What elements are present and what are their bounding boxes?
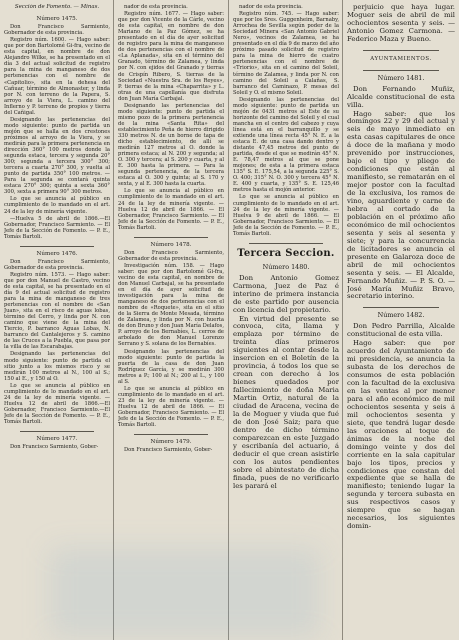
paragraph: Don Francisco Sarmiento, Gobernador de esta provincia. xyxy=(118,249,224,262)
paragraph: Registro núm. 1600. — Hago saber: que por don Bartolomé Gi-fra, vecino de esta capital, en nombre de don Alejandro Wilke, se ha presentado en el día 3 del actual solicitud de registro para la mina de manganeso de dos pertenencias con el nombre de «Capitolio», sita en la dehesa del Cañuar, término de Almonaster, y linda por N. con terreno de la Papera, S. arroyo de la Viera, L. camino del Inflerno y P. terreno de propios y tierra del Cañigal. xyxy=(4,37,110,116)
section-header: Sección de Fomento. — Minas. xyxy=(14,4,100,10)
paragraph: nador de esta provincia. xyxy=(239,4,303,10)
paragraph: perjuicio que haya lugar. Moguer seis de abril de mil ochocientos sesenta y seis. — Antonio Gomez Carmona. — Federico Maza y Bueno. xyxy=(347,4,455,43)
column-rule xyxy=(228,0,229,640)
paragraph: nador de esta provincia. xyxy=(124,4,188,10)
paragraph: Designando las pertenencias del modo siguiente: punto de partida la puerta de la casa de don Juan Rodríguez García, y se medirán 300 metros a P.; 100 al N.; 200 al L., y 100 al S. xyxy=(118,348,224,385)
separator-line xyxy=(134,237,208,238)
paragraph: Registro núm. 1573. — Hago saber: que por don Manuel de Castro, vecino de esta capital, se ha presentado en el día 9 del actual solicitud de registro para la mina de manganeso de tres pertenencias con el nombre de «San Juan», sita en el risco de aguas lobas, término del Cerro, y linda por N. con camino que viene de la mina del Tiercio, P. barranco Aguas Lobas, N. barranco del Cantalejeros y S. camino de las Cruces a la Puebla, que pasa por la villa de las Escarabajas. xyxy=(4,271,110,351)
separator-line xyxy=(20,431,94,432)
column-2 xyxy=(118,4,224,640)
paragraph: Designando las pertenencias del modo siguiente: punto de partida un mojón de 0431 metros al Este de su horizonte del camino del Soleil y el cual mancha en el centro del cabezo y cuya línea está en el barranquillo y se extiende una línea recta 45° N. E. a la estaca E. de una casa dando dentro y distante 47,45 metros del punto de partida, desde el que se medirán 45° N. E. 78,47 metros al que se pone mojones; de esta a la primera estaca 135° S. E. 175,54, a la segunda 225° S. O. 400; 315° N. O. 300 y tercera 45° N. E. 400 y cuarta, y 135° S. E. 125,46 metros hasta el mojón anterior. xyxy=(233,96,339,194)
paragraph: Don Francisco Sarmiento, Gobernador de esta provincia. xyxy=(4,258,110,271)
paragraph: Don Pedro Parrilla, Alcalde constitucional de esta villa. xyxy=(347,322,455,339)
paragraph: Don Francisco Sarmiento, Gober- xyxy=(10,444,99,451)
notice-number: Número 1479. xyxy=(150,439,192,446)
section-ayuntamientos: AYUNTAMIENTOS. xyxy=(370,55,432,62)
paragraph: Designando las pertenencias del modo siguiente: punto de partida el sitio junto a los mismos risco y se medirán 100 metros al N., 100 al S.; 150 al E., y 150 al O. xyxy=(4,351,110,382)
notice-number: Número 1481. xyxy=(377,73,425,82)
column-1-body xyxy=(4,16,110,450)
separator-line xyxy=(134,434,208,435)
notice-number: Número 1475. xyxy=(36,16,78,23)
column-3 xyxy=(233,4,339,640)
section-title: Tercera Seccion. xyxy=(237,247,335,259)
column-1 xyxy=(4,4,110,640)
column-4-body xyxy=(347,75,455,531)
paragraph: Designando las pertenencias del modo siguiente: punto de partida el mismo pozo de la primera pertenencia de la mina «Santa Rita» del establecimiento Peña de hierro dirigido 330 metros N. de un borne de tapa de dicho establecimiento, de allí se medirán 127 metros al O. donde la primera estaca; al N. 200 y segunda; al O. 300 y tercera; al S. 200 y cuarta, y al E. 300 hasta la primera. — Para la segunda pertenencia, de la tercera estaca al O. 300 y quinta; al S. 170 y sexta, y al E. 300 hasta la cuarta. xyxy=(118,102,224,188)
paragraph: Lo que se anuncia al público en cumplimiento de lo mandado en el art. 24 de la ley de minería vigente. —Huelva 12 de abril de 1866. — El Gobernador, Francisco Sarmiento. — El Jefe de la Sección de Fomento. — P. E., Tomás Bartoli. xyxy=(118,188,224,231)
paragraph: Don Francisco Sarmiento, Gobernador de esta provincia. xyxy=(4,24,110,37)
separator-line xyxy=(363,50,439,51)
notice-number: Número 1482. xyxy=(377,311,425,320)
paragraph: Registro núm. 745. — Hago saber: que por los Sres. Guggenheim, Barnaby, Arrochea de Sevilla según poder de la Sociedad Minera «San Antonio Gabriel Nero», vecinos de Zalamea, se ha presentado en el día 9 de marzo del año próximo pasado solicitud de registro para la mina de hierro de cuatro pertenencias con el nombre de «Triorio», sita en el camino del Soleil, término de Zalamea, y linda por N. con camino del Soleil a Calañas, S. barranco del Caminazo, P. mesas del Soleil y O. el mismo Soleil. xyxy=(233,11,339,96)
separator-line xyxy=(20,246,94,247)
column-3-notice xyxy=(233,275,339,491)
column-rule xyxy=(113,0,114,640)
paragraph: Registro núm. 1677. — Hago saber: que por don Vicente de la Cárle, vecino de esta capital, en nombre de don Mariano de la Paz Gómez, se ha presentado en el día de ayer solicitud de registro para la mina de manganeso de dos pertenencias con el nombre de «La Aplanada», sita en el término del Granado, término de Zalamea, y linda por N. con ejidos del Granado y tierras de Crispín Ribero, S. tierras de la Sociedad «Nuestra Sra. de los Reyes», P. tierras de la mina «Chaparrita» y L. otras de una capellanía que disfruta don Juan María Carbajal. xyxy=(118,11,224,102)
paragraph: Don Fernando Muñiz, Alcalde constitucional de esta villa. xyxy=(347,84,455,109)
separator-line xyxy=(363,70,439,71)
paragraph: Don Francisco Sarmiento, Gober- xyxy=(124,447,213,454)
paragraph: Designando las pertenencias del modo siguiente: punto de partida un mojón que se halla en dos crestones próximos al arroyo de la Viera, y se medirán para la primera pertenencia en dirección 360° 100 metros donde la segunda estaca, tercera y segunda 20° 300; segunda a tercera 300° 300; tercera a cuarta 270° 300, y vuelta al punto de partida 350° 100 metros. — Para la segunda se contará quinta estaca 270° 300; quinta a sexta 360° 300, sexta a primera 90° 300 metros. xyxy=(4,116,110,196)
notice-number: Número 1478. xyxy=(150,241,192,248)
paragraph: Hago saber: que los domingos 22 y 29 del actual y seis de mayo inmediato en esta casas capitulares de once á doce de la mañana y modo prevenido por instrucciones, bajo el tipo y pliego de condiciones que están al manifiesto, se rematarán en el mejor postor con la facultad de la exclusiva, los ramos de vino, aguardiente y carne de hebra al cortado de la población en el próximo año económico de mil ochocientos sesenta y seis al sesenta y siete; y para la concurrencia de licitadores se anuncia el presente en Galaroza doce de abril de mil ochocientos sesenta y seis. — El Alcalde, Fernando Muñiz. — P. S. O. — José María Muñiz Bravo, secretario interino. xyxy=(347,109,455,301)
paragraph: Don Antonio Gomez Carmona, Juez de Paz é interino de primera instancia de este partido por ausencia con licencia del propietario. xyxy=(233,273,339,314)
column-4 xyxy=(347,4,455,640)
paragraph: En virtud del presente se convoca, cita, llama y emplaza por término de treinta días primeros siguientes al contar desde la insercion en el Boletín de la provincia, á todos los que se crean con derecho á los bienes quedados por fallecimiento de doña Maria Martin Ortiz, natural de la ciudad de Aracena, vecina de la de Moguer y viuda que fué de don José Saiz; para que dentro de dicho término comparezcan en este Juzgado y escribanía del actuario, á deducir el que crean asistirle con los autos pendientes sobre el abintestato de dicha finada, pues de no verificarlo les parará el xyxy=(233,314,339,490)
column-3-top xyxy=(233,4,339,237)
paragraph: Hago saber: que por acuerdo del Ayuntamiento de mi presidencia, se anuncia la subasta de los derechos de consumos de esta población con la facultad de la exclusiva en las ventas al por menor para el año económico de mil ochocientos sesenta y seis á mil ochocientos sesenta y siete, que tendrá lugar desde las oraciones al toque de ánimas de la noche del domingo veinte y dos del corriente en la sala capitular bajo los tipos, precios y condiciones que constan del expediente que se halla de manifiesto; teniendo lugar la segunda y tercera subasta en sus respectivos casos y siempre que se hagan necesarios, los siguientes domin- xyxy=(347,339,455,531)
notice-number: Número 1480. xyxy=(262,262,310,271)
separator-line xyxy=(249,243,323,244)
paragraph: Lo que se anuncia al público en cumplimiento de lo mandado en el art. 23 de la ley de minería vigente. —Huelva 12 de abril de 1866. — El Gobernador, Francisco Sarmiento. — El Jefe de la Sección de Fomento. — P. E., Tomás Bartoli. xyxy=(118,385,224,429)
column-2-body xyxy=(118,4,224,453)
notice-number: Número 1477. xyxy=(36,436,78,443)
paragraph: Lo que se anuncia al público en cumplimiento de lo mandado en el art. 24 de la ley de minería vigente. —Huelva 9 de abril de 1866. — El Gobernador, Francisco Sarmiento. — El Jefe de la Sección de Fomento. — P. E., Tomás Bartoli. xyxy=(233,194,339,237)
column-4-top xyxy=(347,4,455,44)
notice-number: Número 1476. xyxy=(36,250,78,257)
paragraph: Lo que se anuncia al público en cumplimiento de lo mandado en el art. 24 de la ley de minería vigente. xyxy=(4,196,110,215)
paragraph: Lo que se anuncia al público en cumplimiento de lo mandado en el art. 24 de la ley de minería vigente. — Huelva 12 de abril de 1866.—El Gobernador, Francisco Sarmiento.—El Jefe de la Sección de Fomento. — P. E., Tomás Bartoli. xyxy=(4,382,110,425)
column-rule xyxy=(342,0,343,640)
paragraph: —Huelva 5 de abril de 1866.—El Gobernador, Francisco Sarmiento. — El Jefe de la Sección de Fomento. — P. E., Tomás Bartoli. xyxy=(4,215,110,240)
paragraph: Investigación núm. 158. — Hago saber: que por don Bartolomé Gi-fra, vecino de esta capital, en nombre de don Manuel Carbajal, se ha presentado en el día de ayer solicitud de investigación para la mina de manganeso de dos pertenencias con el nombre de «Roquete», sita en el sitio de la Sierra de Monte Mesada, término de Zalamea, y linda por N. con huerta de don Bruno y don Juan María Delafos, P. arroyo de los Bernabíes, L. cerros de arbolado de don Manuel Lorenzo Serrano y S. solana de los Bernabíes. xyxy=(118,262,224,348)
separator-line xyxy=(363,307,439,308)
